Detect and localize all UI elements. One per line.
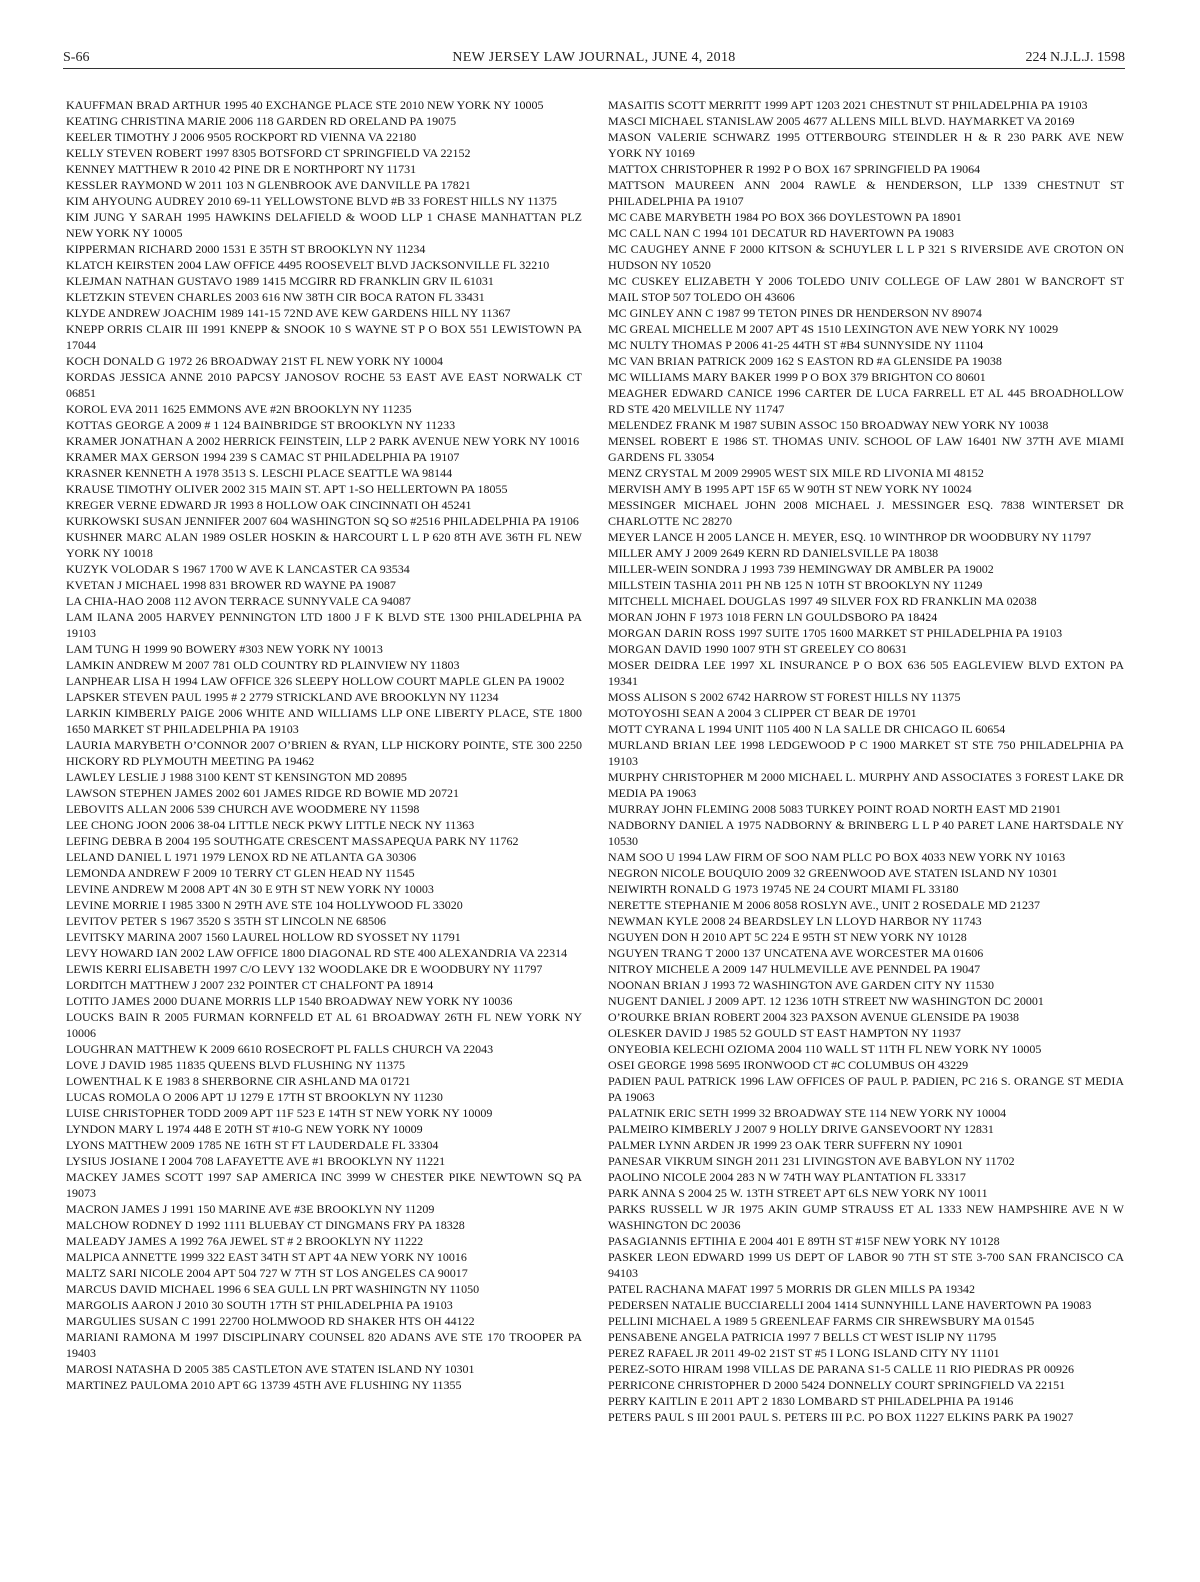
attorney-listing-entry: KURKOWSKI SUSAN JENNIFER 2007 604 WASHINGTON SQ SO #2516 PHILADELPHIA PA 19106	[66, 514, 579, 528]
attorney-listing-entry: LEFING DEBRA B 2004 195 SOUTHGATE CRESCENT MASSAPEQUA PARK NY 11762	[66, 834, 519, 848]
attorney-listing-entry: LOWENTHAL K E 1983 8 SHERBORNE CIR ASHLAND MA 01721	[66, 1074, 411, 1088]
attorney-listing-entry: MOTOYOSHI SEAN A 2004 3 CLIPPER CT BEAR DE 19701	[608, 706, 917, 720]
attorney-listing-entry: MARTINEZ PAULOMA 2010 APT 6G 13739 45TH AVE FLUSHING NY 11355	[66, 1378, 462, 1392]
attorney-listing-entry: KOROL EVA 2011 1625 EMMONS AVE #2N BROOKLYN NY 11235	[66, 402, 412, 416]
attorney-listing-entry: KAUFFMAN BRAD ARTHUR 1995 40 EXCHANGE PLACE STE 2010 NEW YORK NY 10005	[66, 98, 544, 112]
attorney-listing-entry: KLEJMAN NATHAN GUSTAVO 1989 1415 MCGIRR RD FRANKLIN GRV IL 61031	[66, 274, 494, 288]
attorney-listing-entry: KIM JUNG Y SARAH 1995 HAWKINS DELAFIELD & WOOD LLP 1 CHASE MANHATTAN PLZ NEW YORK NY 10005	[66, 210, 582, 240]
attorney-listing-entry: LAURIA MARYBETH O’CONNOR 2007 O’BRIEN & RYAN, LLP HICKORY POINTE, STE 300 2250 HICKORY RD PLYMOUTH MEETING PA 19462	[66, 738, 582, 768]
attorney-listing-entry: PAOLINO NICOLE 2004 283 N W 74TH WAY PLANTATION FL 33317	[608, 1170, 966, 1184]
attorney-listing-entry: KORDAS JESSICA ANNE 2010 PAPCSY JANOSOV ROCHE 53 EAST AVE EAST NORWALK CT 06851	[66, 370, 582, 400]
attorney-listing-entry: PALATNIK ERIC SETH 1999 32 BROADWAY STE 114 NEW YORK NY 10004	[608, 1106, 1007, 1120]
attorney-listing-entry: MURRAY JOHN FLEMING 2008 5083 TURKEY POINT ROAD NORTH EAST MD 21901	[608, 802, 1061, 816]
attorney-listing-entry: PALMEIRO KIMBERLY J 2007 9 HOLLY DRIVE GANSEVOORT NY 12831	[608, 1122, 994, 1136]
page-header	[63, 46, 1125, 70]
attorney-listing-entry: MALTZ SARI NICOLE 2004 APT 504 727 W 7TH ST LOS ANGELES CA 90017	[66, 1266, 468, 1280]
attorney-listing-entry: PASAGIANNIS EFTIHIA E 2004 401 E 89TH ST #15F NEW YORK NY 10128	[608, 1234, 1000, 1248]
attorney-listing-entry: KOTTAS GEORGE A 2009 # 1 124 BAINBRIDGE ST BROOKLYN NY 11233	[66, 418, 456, 432]
attorney-listing-entry: LYNDON MARY L 1974 448 E 20TH ST #10-G NEW YORK NY 10009	[66, 1122, 423, 1136]
attorney-listing-entry: PEREZ RAFAEL JR 2011 49-02 21ST ST #5 I LONG ISLAND CITY NY 11101	[608, 1346, 1000, 1360]
attorney-listing-entry: MC CUSKEY ELIZABETH Y 2006 TOLEDO UNIV COLLEGE OF LAW 2801 W BANCROFT ST MAIL STOP 507 TOLEDO OH 43606	[608, 274, 1124, 304]
attorney-listing-entry: LOUGHRAN MATTHEW K 2009 6610 ROSECROFT PL FALLS CHURCH VA 22043	[66, 1042, 494, 1056]
attorney-listing-entry: LA CHIA-HAO 2008 112 AVON TERRACE SUNNYVALE CA 94087	[66, 594, 411, 608]
attorney-listing-entry: KUSHNER MARC ALAN 1989 OSLER HOSKIN & HARCOURT L L P 620 8TH AVE 36TH FL NEW YORK NY 10018	[66, 530, 582, 560]
attorney-listing-entry: PARK ANNA S 2004 25 W. 13TH STREET APT 6LS NEW YORK NY 10011	[608, 1186, 988, 1200]
left-column	[66, 97, 582, 1393]
attorney-listing-entry: MC GINLEY ANN C 1987 99 TETON PINES DR HENDERSON NV 89074	[608, 306, 982, 320]
attorney-listing-entry: LOUCKS BAIN R 2005 FURMAN KORNFELD ET AL 61 BROADWAY 26TH FL NEW YORK NY 10006	[66, 1010, 582, 1040]
attorney-listing-entry: MALPICA ANNETTE 1999 322 EAST 34TH ST APT 4A NEW YORK NY 10016	[66, 1250, 467, 1264]
attorney-listing-entry: KNEPP ORRIS CLAIR III 1991 KNEPP & SNOOK 10 S WAYNE ST P O BOX 551 LEWISTOWN PA 17044	[66, 322, 582, 352]
attorney-listing-entry: LARKIN KIMBERLY PAIGE 2006 WHITE AND WILLIAMS LLP ONE LIBERTY PLACE, STE 1800 1650 MARKET ST PHILADELPHIA PA 19103	[66, 706, 582, 736]
attorney-listing-entry: MORAN JOHN F 1973 1018 FERN LN GOULDSBORO PA 18424	[608, 610, 938, 624]
attorney-listing-entry: NAM SOO U 1994 LAW FIRM OF SOO NAM PLLC PO BOX 4033 NEW YORK NY 10163	[608, 850, 1066, 864]
attorney-listing-entry: KRASNER KENNETH A 1978 3513 S. LESCHI PLACE SEATTLE WA 98144	[66, 466, 453, 480]
attorney-listing-entry: KEATING CHRISTINA MARIE 2006 118 GARDEN RD ORELAND PA 19075	[66, 114, 457, 128]
attorney-listing-entry: MURPHY CHRISTOPHER M 2000 MICHAEL L. MURPHY AND ASSOCIATES 3 FOREST LAKE DR MEDIA PA 19063	[608, 770, 1124, 800]
attorney-listing-entry: LEVINE ANDREW M 2008 APT 4N 30 E 9TH ST NEW YORK NY 10003	[66, 882, 434, 896]
publication-title: NEW JERSEY LAW JOURNAL, JUNE 4, 2018	[452, 50, 736, 65]
attorney-listing-entry: MENZ CRYSTAL M 2009 29905 WEST SIX MILE RD LIVONIA MI 48152	[608, 466, 984, 480]
attorney-listing-entry: MESSINGER MICHAEL JOHN 2008 MICHAEL J. MESSINGER ESQ. 7838 WINTERSET DR CHARLOTTE NC 28270	[608, 498, 1124, 528]
attorney-listing-entry: MARGOLIS AARON J 2010 30 SOUTH 17TH ST PHILADELPHIA PA 19103	[66, 1298, 453, 1312]
attorney-listing-entry: KRAMER MAX GERSON 1994 239 S CAMAC ST PHILADELPHIA PA 19107	[66, 450, 460, 464]
attorney-listing-entry: PELLINI MICHAEL A 1989 5 GREENLEAF FARMS CIR SHREWSBURY MA 01545	[608, 1314, 1035, 1328]
attorney-listing-entry: LYSIUS JOSIANE I 2004 708 LAFAYETTE AVE #1 BROOKLYN NY 11221	[66, 1154, 446, 1168]
attorney-listing-entry: MOTT CYRANA L 1994 UNIT 1105 400 N LA SALLE DR CHICAGO IL 60654	[608, 722, 1006, 736]
attorney-listing-entry: MENSEL ROBERT E 1986 ST. THOMAS UNIV. SCHOOL OF LAW 16401 NW 37TH AVE MIAMI GARDENS FL 33054	[608, 434, 1124, 464]
attorney-listing-entry: MOSER DEIDRA LEE 1997 XL INSURANCE P O BOX 636 505 EAGLEVIEW BLVD EXTON PA 19341	[608, 658, 1124, 688]
attorney-listing-entry: LAM TUNG H 1999 90 BOWERY #303 NEW YORK NY 10013	[66, 642, 383, 656]
attorney-listing-entry: NGUYEN TRANG T 2000 137 UNCATENA AVE WORCESTER MA 01606	[608, 946, 984, 960]
attorney-listing-entry: MORGAN DAVID 1990 1007 9TH ST GREELEY CO 80631	[608, 642, 908, 656]
attorney-listing-entry: ONYEOBIA KELECHI OZIOMA 2004 110 WALL ST 11TH FL NEW YORK NY 10005	[608, 1042, 1042, 1056]
attorney-listing-entry: MERVISH AMY B 1995 APT 15F 65 W 90TH ST NEW YORK NY 10024	[608, 482, 972, 496]
attorney-listing-entry: MASAITIS SCOTT MERRITT 1999 APT 1203 2021 CHESTNUT ST PHILADELPHIA PA 19103	[608, 98, 1088, 112]
attorney-listing-entry: MC VAN BRIAN PATRICK 2009 162 S EASTON RD #A GLENSIDE PA 19038	[608, 354, 1002, 368]
attorney-listing-entry: LAPSKER STEVEN PAUL 1995 # 2 2779 STRICKLAND AVE BROOKLYN NY 11234	[66, 690, 499, 704]
attorney-listing-entry: NOONAN BRIAN J 1993 72 WASHINGTON AVE GARDEN CITY NY 11530	[608, 978, 995, 992]
attorney-listing-entry: LYONS MATTHEW 2009 1785 NE 16TH ST FT LAUDERDALE FL 33304	[66, 1138, 439, 1152]
attorney-listing-entry: MALEADY JAMES A 1992 76A JEWEL ST # 2 BROOKLYN NY 11222	[66, 1234, 424, 1248]
attorney-listing-entry: MC NULTY THOMAS P 2006 41-25 44TH ST #B4 SUNNYSIDE NY 11104	[608, 338, 984, 352]
attorney-listing-entry: PEREZ-SOTO HIRAM 1998 VILLAS DE PARANA S1-5 CALLE 11 RIO PIEDRAS PR 00926	[608, 1362, 1075, 1376]
attorney-listing-entry: NEGRON NICOLE BOUQUIO 2009 32 GREENWOOD AVE STATEN ISLAND NY 10301	[608, 866, 1058, 880]
attorney-listing-entry: NUGENT DANIEL J 2009 APT. 12 1236 10TH STREET NW WASHINGTON DC 20001	[608, 994, 1044, 1008]
attorney-listing-entry: LUCAS ROMOLA O 2006 APT 1J 1279 E 17TH ST BROOKLYN NY 11230	[66, 1090, 443, 1104]
attorney-listing-entry: KLETZKIN STEVEN CHARLES 2003 616 NW 38TH CIR BOCA RATON FL 33431	[66, 290, 485, 304]
attorney-listing-entry: MILLER AMY J 2009 2649 KERN RD DANIELSVILLE PA 18038	[608, 546, 939, 560]
attorney-listing-entry: NADBORNY DANIEL A 1975 NADBORNY & BRINBERG L L P 40 PARET LANE HARTSDALE NY 10530	[608, 818, 1124, 848]
attorney-listing-entry: MILLSTEIN TASHIA 2011 PH NB 125 N 10TH ST BROOKLYN NY 11249	[608, 578, 983, 592]
attorney-listing-entry: MC GREAL MICHELLE M 2007 APT 4S 1510 LEXINGTON AVE NEW YORK NY 10029	[608, 322, 1059, 336]
attorney-listing-entry: PATEL RACHANA MAFAT 1997 5 MORRIS DR GLEN MILLS PA 19342	[608, 1282, 975, 1296]
attorney-listing-entry: MEYER LANCE H 2005 LANCE H. MEYER, ESQ. 10 WINTHROP DR WOODBURY NY 11797	[608, 530, 1092, 544]
attorney-listing-entry: MEAGHER EDWARD CANICE 1996 CARTER DE LUCA FARRELL ET AL 445 BROADHOLLOW RD STE 420 MELVILLE NY 11747	[608, 386, 1124, 416]
attorney-listing-entry: LAWLEY LESLIE J 1988 3100 KENT ST KENSINGTON MD 20895	[66, 770, 407, 784]
attorney-listing-entry: MORGAN DARIN ROSS 1997 SUITE 1705 1600 MARKET ST PHILADELPHIA PA 19103	[608, 626, 1063, 640]
attorney-listing-entry: KLYDE ANDREW JOACHIM 1989 141-15 72ND AVE KEW GARDENS HILL NY 11367	[66, 306, 511, 320]
attorney-listing-entry: NEIWIRTH RONALD G 1973 19745 NE 24 COURT MIAMI FL 33180	[608, 882, 959, 896]
attorney-listing-entry: KRAUSE TIMOTHY OLIVER 2002 315 MAIN ST. APT 1-SO HELLERTOWN PA 18055	[66, 482, 508, 496]
attorney-listing-entry: KLATCH KEIRSTEN 2004 LAW OFFICE 4495 ROOSEVELT BLVD JACKSONVILLE FL 32210	[66, 258, 550, 272]
right-column	[608, 97, 1124, 1425]
attorney-listing-entry: KREGER VERNE EDWARD JR 1993 8 HOLLOW OAK CINCINNATI OH 45241	[66, 498, 472, 512]
attorney-listing-entry: KEELER TIMOTHY J 2006 9505 ROCKPORT RD VIENNA VA 22180	[66, 130, 417, 144]
attorney-listing-entry: MARGULIES SUSAN C 1991 22700 HOLMWOOD RD SHAKER HTS OH 44122	[66, 1314, 475, 1328]
attorney-listing-entry: LEVITSKY MARINA 2007 1560 LAUREL HOLLOW RD SYOSSET NY 11791	[66, 930, 461, 944]
attorney-listing-entry: LEVY HOWARD IAN 2002 LAW OFFICE 1800 DIAGONAL RD STE 400 ALEXANDRIA VA 22314	[66, 946, 568, 960]
attorney-listing-entry: KELLY STEVEN ROBERT 1997 8305 BOTSFORD CT SPRINGFIELD VA 22152	[66, 146, 471, 160]
attorney-listing-entry: KENNEY MATTHEW R 2010 42 PINE DR E NORTHPORT NY 11731	[66, 162, 417, 176]
attorney-listing-entry: PERRICONE CHRISTOPHER D 2000 5424 DONNELLY COURT SPRINGFIELD VA 22151	[608, 1378, 1066, 1392]
attorney-listing-entry: MITCHELL MICHAEL DOUGLAS 1997 49 SILVER FOX RD FRANKLIN MA 02038	[608, 594, 1037, 608]
attorney-listing-entry: MC WILLIAMS MARY BAKER 1999 P O BOX 379 BRIGHTON CO 80601	[608, 370, 986, 384]
citation-label: 224 N.J.L.J. 1598	[1025, 50, 1125, 65]
attorney-listing-entry: PEDERSEN NATALIE BUCCIARELLI 2004 1414 SUNNYHILL LANE HAVERTOWN PA 19083	[608, 1298, 1092, 1312]
attorney-listing-entry: MATTSON MAUREEN ANN 2004 RAWLE & HENDERSON, LLP 1339 CHESTNUT ST PHILADELPHIA PA 19107	[608, 178, 1124, 208]
attorney-listing-entry: KIPPERMAN RICHARD 2000 1531 E 35TH ST BROOKLYN NY 11234	[66, 242, 426, 256]
attorney-listing-entry: NGUYEN DON H 2010 APT 5C 224 E 95TH ST NEW YORK NY 10128	[608, 930, 967, 944]
attorney-listing-entry: LEWIS KERRI ELISABETH 1997 C/O LEVY 132 WOODLAKE DR E WOODBURY NY 11797	[66, 962, 543, 976]
attorney-listing-entry: NITROY MICHELE A 2009 147 HULMEVILLE AVE PENNDEL PA 19047	[608, 962, 981, 976]
attorney-listing-entry: NEWMAN KYLE 2008 24 BEARDSLEY LN LLOYD HARBOR NY 11743	[608, 914, 982, 928]
attorney-listing-entry: MASON VALERIE SCHWARZ 1995 OTTERBOURG STEINDLER H & R 230 PARK AVE NEW YORK NY 10169	[608, 130, 1124, 160]
attorney-listing-entry: KOCH DONALD G 1972 26 BROADWAY 21ST FL NEW YORK NY 10004	[66, 354, 444, 368]
attorney-listing-entry: KVETAN J MICHAEL 1998 831 BROWER RD WAYNE PA 19087	[66, 578, 396, 592]
attorney-listing-entry: PARKS RUSSELL W JR 1975 AKIN GUMP STRAUSS ET AL 1333 NEW HAMPSHIRE AVE N W WASHINGTON DC 20036	[608, 1202, 1124, 1232]
attorney-listing-entry: PALMER LYNN ARDEN JR 1999 23 OAK TERR SUFFERN NY 10901	[608, 1138, 964, 1152]
attorney-listing-entry: MC CALL NAN C 1994 101 DECATUR RD HAVERTOWN PA 19083	[608, 226, 954, 240]
attorney-listing-entry: LANPHEAR LISA H 1994 LAW OFFICE 326 SLEEPY HOLLOW COURT MAPLE GLEN PA 19002	[66, 674, 565, 688]
attorney-listing-entry: LELAND DANIEL L 1971 1979 LENOX RD NE ATLANTA GA 30306	[66, 850, 417, 864]
attorney-listing-entry: LORDITCH MATTHEW J 2007 232 POINTER CT CHALFONT PA 18914	[66, 978, 434, 992]
attorney-listing-entry: O’ROURKE BRIAN ROBERT 2004 323 PAXSON AVENUE GLENSIDE PA 19038	[608, 1010, 1019, 1024]
attorney-listing-entry: LAMKIN ANDREW M 2007 781 OLD COUNTRY RD PLAINVIEW NY 11803	[66, 658, 460, 672]
attorney-listing-entry: KIM AHYOUNG AUDREY 2010 69-11 YELLOWSTONE BLVD #B 33 FOREST HILLS NY 11375	[66, 194, 557, 208]
attorney-listing-entry: MAROSI NATASHA D 2005 385 CASTLETON AVE STATEN ISLAND NY 10301	[66, 1362, 475, 1376]
attorney-listing-entry: PANESAR VIKRUM SINGH 2011 231 LIVINGSTON AVE BABYLON NY 11702	[608, 1154, 1015, 1168]
attorney-listing-entry: LUISE CHRISTOPHER TODD 2009 APT 11F 523 E 14TH ST NEW YORK NY 10009	[66, 1106, 493, 1120]
attorney-listing-entry: MELENDEZ FRANK M 1987 SUBIN ASSOC 150 BROADWAY NEW YORK NY 10038	[608, 418, 1049, 432]
attorney-listing-entry: LEBOVITS ALLAN 2006 539 CHURCH AVE WOODMERE NY 11598	[66, 802, 420, 816]
attorney-listing-entry: MASCI MICHAEL STANISLAW 2005 4677 ALLENS MILL BLVD. HAYMARKET VA 20169	[608, 114, 1075, 128]
attorney-listing-entry: MC CAUGHEY ANNE F 2000 KITSON & SCHUYLER L L P 321 S RIVERSIDE AVE CROTON ON HUDSON NY 10520	[608, 242, 1124, 272]
attorney-listing-entry: LOVE J DAVID 1985 11835 QUEENS BLVD FLUSHING NY 11375	[66, 1058, 406, 1072]
attorney-listing-entry: LEVINE MORRIE I 1985 3300 N 29TH AVE STE 104 HOLLYWOOD FL 33020	[66, 898, 463, 912]
attorney-listing-entry: PADIEN PAUL PATRICK 1996 LAW OFFICES OF PAUL P. PADIEN, PC 216 S. ORANGE ST MEDIA PA 19063	[608, 1074, 1124, 1104]
attorney-listing-entry: MALCHOW RODNEY D 1992 1111 BLUEBAY CT DINGMANS FRY PA 18328	[66, 1218, 465, 1232]
attorney-listing-entry: LEMONDA ANDREW F 2009 10 TERRY CT GLEN HEAD NY 11545	[66, 866, 415, 880]
attorney-listing-entry: MARIANI RAMONA M 1997 DISCIPLINARY COUNSEL 820 ADANS AVE STE 170 TROOPER PA 19403	[66, 1330, 582, 1360]
attorney-listing-entry: MACKEY JAMES SCOTT 1997 SAP AMERICA INC 3999 W CHESTER PIKE NEWTOWN SQ PA 19073	[66, 1170, 582, 1200]
attorney-listing-entry: MACRON JAMES J 1991 150 MARINE AVE #3E BROOKLYN NY 11209	[66, 1202, 435, 1216]
attorney-listing-entry: PASKER LEON EDWARD 1999 US DEPT OF LABOR 90 7TH ST STE 3-700 SAN FRANCISCO CA 94103	[608, 1250, 1124, 1280]
attorney-listing-entry: PETERS PAUL S III 2001 PAUL S. PETERS III P.C. PO BOX 11227 ELKINS PARK PA 19027	[608, 1410, 1074, 1424]
attorney-listing-entry: LOTITO JAMES 2000 DUANE MORRIS LLP 1540 BROADWAY NEW YORK NY 10036	[66, 994, 513, 1008]
attorney-listing-entry: LEE CHONG JOON 2006 38-04 LITTLE NECK PKWY LITTLE NECK NY 11363	[66, 818, 475, 832]
attorney-listing-entry: OLESKER DAVID J 1985 52 GOULD ST EAST HAMPTON NY 11937	[608, 1026, 961, 1040]
attorney-listing-entry: MATTOX CHRISTOPHER R 1992 P O BOX 167 SPRINGFIELD PA 19064	[608, 162, 981, 176]
attorney-listing-entry: PERRY KAITLIN E 2011 APT 2 1830 LOMBARD ST PHILADELPHIA PA 19146	[608, 1394, 1014, 1408]
attorney-listing-entry: MILLER-WEIN SONDRA J 1993 739 HEMINGWAY DR AMBLER PA 19002	[608, 562, 994, 576]
attorney-listing-entry: MC CABE MARYBETH 1984 PO BOX 366 DOYLESTOWN PA 18901	[608, 210, 962, 224]
attorney-listing-entry: LAWSON STEPHEN JAMES 2002 601 JAMES RIDGE RD BOWIE MD 20721	[66, 786, 460, 800]
attorney-listing-entry: MURLAND BRIAN LEE 1998 LEDGEWOOD P C 1900 MARKET ST STE 750 PHILADELPHIA PA 19103	[608, 738, 1124, 768]
attorney-listing-entry: NERETTE STEPHANIE M 2006 8058 ROSLYN AVE., UNIT 2 ROSEDALE MD 21237	[608, 898, 1041, 912]
attorney-listing-entry: PENSABENE ANGELA PATRICIA 1997 7 BELLS CT WEST ISLIP NY 11795	[608, 1330, 997, 1344]
header-divider	[63, 68, 1125, 69]
attorney-listing-entry: LEVITOV PETER S 1967 3520 S 35TH ST LINCOLN NE 68506	[66, 914, 387, 928]
attorney-listing-entry: OSEI GEORGE 1998 5695 IRONWOOD CT #C COLUMBUS OH 43229	[608, 1058, 969, 1072]
attorney-listing-entry: LAM ILANA 2005 HARVEY PENNINGTON LTD 1800 J F K BLVD STE 1300 PHILADELPHIA PA 19103	[66, 610, 582, 640]
attorney-listing-entry: MOSS ALISON S 2002 6742 HARROW ST FOREST HILLS NY 11375	[608, 690, 961, 704]
attorney-listing-entry: KESSLER RAYMOND W 2011 103 N GLENBROOK AVE DANVILLE PA 17821	[66, 178, 471, 192]
attorney-listing-entry: KUZYK VOLODAR S 1967 1700 W AVE K LANCASTER CA 93534	[66, 562, 410, 576]
attorney-listing-entry: KRAMER JONATHAN A 2002 HERRICK FEINSTEIN, LLP 2 PARK AVENUE NEW YORK NY 10016	[66, 434, 580, 448]
page-number-label: S-66	[63, 50, 90, 65]
attorney-listing-entry: MARCUS DAVID MICHAEL 1996 6 SEA GULL LN PRT WASHINGTN NY 11050	[66, 1282, 480, 1296]
